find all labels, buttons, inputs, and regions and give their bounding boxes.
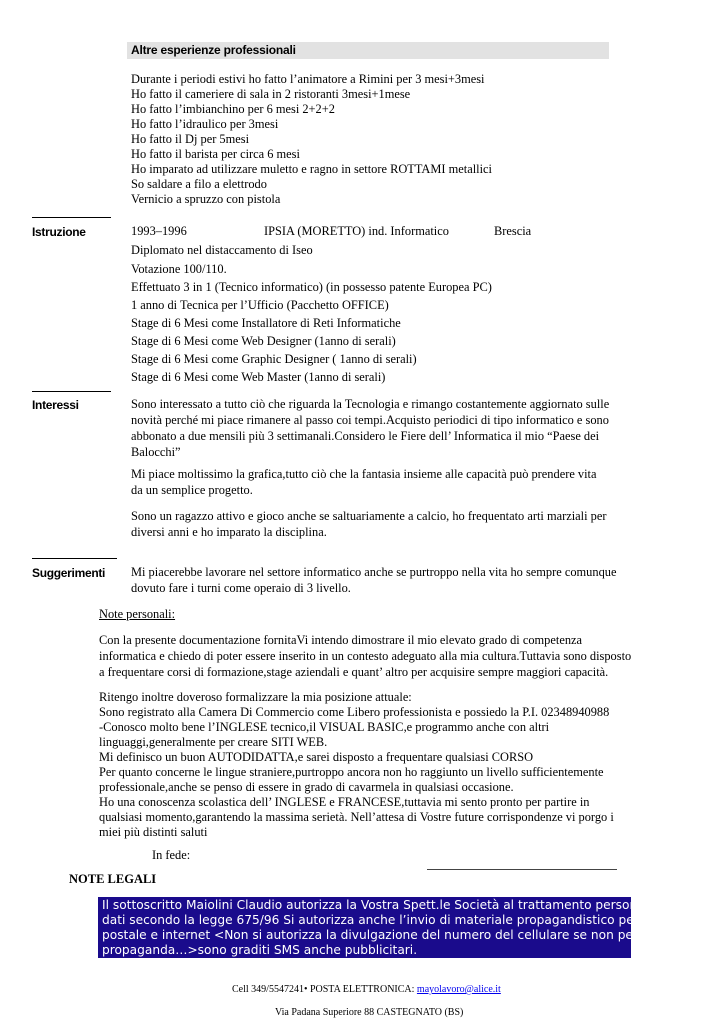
education-line: Effettuato 3 in 1 (Tecnico informatico) (in possesso patente Europea PC)	[131, 280, 492, 294]
education-city: Brescia	[494, 224, 532, 238]
experience-line: Ho fatto l’idraulico per 3mesi	[131, 117, 279, 131]
education-period: 1993–1996	[131, 224, 187, 238]
interests-rule	[32, 391, 111, 392]
notes-line: linguaggi,generalmente per creare SITI WEB.	[99, 735, 328, 749]
experience-line: Ho fatto il Dj per 5mesi	[131, 132, 250, 146]
notes-line: Per quanto concerne le lingue straniere,purtroppo ancora non ho raggiunto un livello sufficientemente	[99, 765, 604, 779]
legal-line: postale e internet <Non si autorizza la divulgazione del numero del cellulare se non per	[102, 928, 638, 942]
notes-line: informatica e chiedo di poter essere inserito in un contesto adeguato alla mia cultura.Tuttavia sono disposto	[99, 649, 632, 663]
notes-line: qualsiasi momento,garantendo la massima serietà. Nell’attesa di Vostre future corrispondenze vi porgo i	[99, 810, 614, 824]
legal-heading: NOTE LEGALI	[69, 872, 157, 886]
experience-line: So saldare a filo a elettrodo	[131, 177, 267, 191]
signature-line	[427, 869, 617, 870]
education-label: Istruzione	[32, 225, 86, 239]
interests-line: da un semplice progetto.	[131, 483, 253, 497]
education-line: Stage di 6 Mesi come Installatore di Reti Informatiche	[131, 316, 401, 330]
interests-line: novità perché mi piace rimanere al passo coi tempi.Acquisto periodici di tipo informatico e sono	[131, 413, 609, 427]
education-line: 1 anno di Tecnica per l’Ufficio (Pacchetto OFFICE)	[131, 298, 389, 312]
education-line: Stage di 6 Mesi come Graphic Designer ( 1anno di serali)	[131, 352, 417, 366]
education-line: Votazione 100/110.	[131, 262, 227, 276]
notes-line: a frequentare corsi di formazione,stage aziendali e quant’ altro per acquisire sempre maggiori capacità.	[99, 665, 609, 679]
footer-address: Via Padana Superiore 88 CASTEGNATO (BS)	[275, 1007, 464, 1018]
suggestions-label: Suggerimenti	[32, 566, 106, 580]
notes-line: professionale,anche se penso di essere in grado di cavarmela in qualsiasi occasione.	[99, 780, 514, 794]
notes-line: -Conosco molto bene l’INGLESE tecnico,il VISUAL BASIC,e programmo anche con altri	[99, 720, 550, 734]
experience-line: Durante i periodi estivi ho fatto l’animatore a Rimini per 3 mesi+3mesi	[131, 72, 485, 86]
footer-contact-text: Cell 349/5547241• POSTA ELETTRONICA:	[232, 984, 417, 995]
experience-line: Ho fatto l’imbianchino per 6 mesi 2+2+2	[131, 102, 335, 116]
education-line: Stage di 6 Mesi come Web Master (1anno di serali)	[131, 370, 386, 384]
experience-line: Ho imparato ad utilizzare muletto e ragno in settore ROTTAMI metallici	[131, 162, 492, 176]
experience-heading: Altre esperienze professionali	[131, 43, 296, 57]
interests-line: Sono interessato a tutto ciò che riguarda la Tecnologia e rimango costantemente aggiornato sulle	[131, 397, 610, 411]
notes-line: Sono registrato alla Camera Di Commercio come Libero professionista e possiedo la P.I. 02348940988	[99, 705, 610, 719]
personal-notes-heading: Note personali:	[99, 607, 176, 621]
sign-off: In fede:	[152, 848, 191, 862]
footer-contact	[232, 984, 501, 995]
interests-line: Mi piace moltissimo la grafica,tutto ciò che la fantasia insieme alle capacità può prendere vita	[131, 467, 597, 481]
interests-line: Sono un ragazzo attivo e gioco anche se saltuariamente a calcio, ho frequentato arti marziali per	[131, 509, 607, 523]
education-line: Stage di 6 Mesi come Web Designer (1anno di serali)	[131, 334, 396, 348]
suggestions-rule	[32, 558, 117, 559]
interests-line: diversi anni e ho imparato la disciplina.	[131, 525, 327, 539]
interests-label: Interessi	[32, 398, 79, 412]
suggestions-line: dovuto fare i turni come operaio di 3 livello.	[131, 581, 351, 595]
interests-line: Balocchi”	[131, 445, 181, 459]
legal-line: dati secondo la legge 675/96 Si autorizza anche l’invio di materiale propagandistico per mezzo	[102, 913, 683, 927]
email-link[interactable]: mayolavoro@alice.it	[416, 984, 501, 995]
experience-line: Vernicio a spruzzo con pistola	[131, 192, 281, 206]
interests-line: abbonato a due mensili più 3 settimanali.Considero le Fiere dell’ Informatica il mio “Paese dei	[131, 429, 600, 443]
experience-line: Ho fatto il cameriere di sala in 2 ristoranti 3mesi+1mese	[131, 87, 411, 101]
education-school: IPSIA (MORETTO) ind. Informatico	[264, 224, 449, 238]
notes-line: miei più distinti saluti	[99, 825, 208, 839]
notes-line: Ho una conoscenza scolastica dell’ INGLESE e FRANCESE,tuttavia mi sento pronto per partire in	[99, 795, 590, 809]
notes-line: Con la presente documentazione fornitaVi intendo dimostrare il mio elevato grado di competenza	[99, 633, 583, 647]
education-rule	[32, 217, 111, 218]
experience-line: Ho fatto il barista per circa 6 mesi	[131, 147, 300, 161]
suggestions-line: Mi piacerebbe lavorare nel settore informatico anche se purtroppo nella vita ho sempre comunque	[131, 565, 617, 579]
notes-line: Mi definisco un buon AUTODIDATTA,e sarei disposto a frequentare qualsiasi CORSO	[99, 750, 534, 764]
notes-line: Ritengo inoltre doveroso formalizzare la mia posizione attuale:	[99, 690, 412, 704]
education-line: Diplomato nel distaccamento di Iseo	[131, 243, 313, 257]
legal-line: Il sottoscritto Maiolini Claudio autorizza la Vostra Spett.le Società al trattamento personale dei	[102, 898, 679, 912]
legal-line: propaganda…>sono graditi SMS anche pubblicitari.	[102, 943, 418, 957]
